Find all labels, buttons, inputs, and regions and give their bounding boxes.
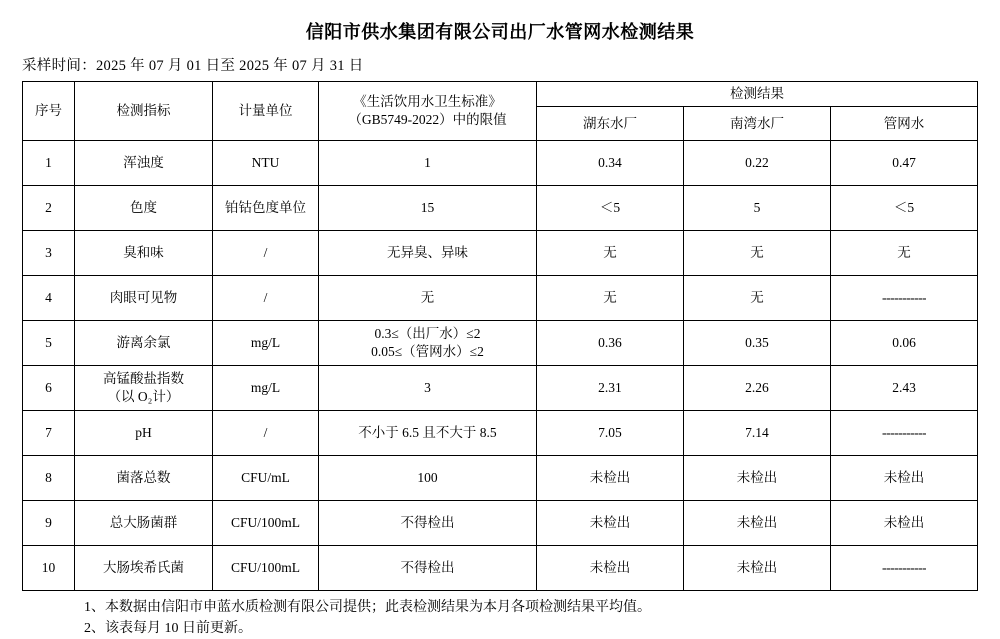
cell-limit: 15 <box>318 186 536 231</box>
cell-result-nanwan: 未检出 <box>683 456 830 501</box>
table-row <box>22 411 977 456</box>
table-header <box>22 82 977 141</box>
cell-result-pipe: ----------- <box>830 411 977 456</box>
cell-result-pipe: ＜5 <box>830 186 977 231</box>
cell-no: 6 <box>22 366 74 411</box>
cell-index: 浑浊度 <box>74 141 212 186</box>
cell-limit: 100 <box>318 456 536 501</box>
cell-unit: CFU/100mL <box>212 546 318 591</box>
cell-result-pipe: 0.06 <box>830 321 977 366</box>
column-header-limit <box>318 82 536 141</box>
cell-unit: NTU <box>212 141 318 186</box>
table-row <box>22 141 977 186</box>
column-header-results-group: 检测结果 <box>536 82 977 107</box>
cell-result-hudong: ＜5 <box>536 186 683 231</box>
cell-no: 4 <box>22 276 74 321</box>
cell-index: 大肠埃希氏菌 <box>74 546 212 591</box>
cell-result-nanwan: 未检出 <box>683 546 830 591</box>
cell-result-hudong: 7.05 <box>536 411 683 456</box>
cell-unit: CFU/100mL <box>212 501 318 546</box>
page-title: 信阳市供水集团有限公司出厂水管网水检测结果 <box>305 22 695 42</box>
limit-header-line1: 《生活饮用水卫生标准》 <box>353 93 502 109</box>
cell-result-nanwan: 未检出 <box>683 501 830 546</box>
cell-unit: mg/L <box>212 321 318 366</box>
table-row <box>22 546 977 591</box>
table-row <box>22 186 977 231</box>
cell-no: 3 <box>22 231 74 276</box>
footnote-2: 2、该表每月 10 日前更新。 <box>84 621 252 636</box>
limit-header-line2: （GB5749-2022）中的限值 <box>348 112 507 127</box>
cell-no: 9 <box>22 501 74 546</box>
cell-index: 色度 <box>74 186 212 231</box>
table-row <box>22 366 977 411</box>
cell-result-nanwan: 无 <box>683 276 830 321</box>
cell-result-nanwan: 0.35 <box>683 321 830 366</box>
cell-result-pipe: ----------- <box>830 276 977 321</box>
cell-unit: mg/L <box>212 366 318 411</box>
cell-index: 菌落总数 <box>74 456 212 501</box>
cell-limit <box>318 321 536 366</box>
table-row <box>22 321 977 366</box>
cell-result-hudong: 0.34 <box>536 141 683 186</box>
cell-unit: / <box>212 276 318 321</box>
cell-result-pipe: 未检出 <box>830 501 977 546</box>
cell-limit: 无 <box>318 276 536 321</box>
cell-no: 2 <box>22 186 74 231</box>
cell-result-hudong: 未检出 <box>536 456 683 501</box>
cell-result-hudong: 未检出 <box>536 501 683 546</box>
cell-no: 10 <box>22 546 74 591</box>
footnote-1: 1、本数据由信阳市申蓝水质检测有限公司提供；此表检测结果为本月各项检测结果平均值。 <box>84 600 651 615</box>
cell-index: 臭和味 <box>74 231 212 276</box>
column-header-unit: 计量单位 <box>212 82 318 141</box>
cell-result-nanwan: 5 <box>683 186 830 231</box>
cell-limit: 无异臭、异味 <box>318 231 536 276</box>
table-row <box>22 456 977 501</box>
cell-no: 7 <box>22 411 74 456</box>
table-body <box>22 141 977 591</box>
cell-result-nanwan: 7.14 <box>683 411 830 456</box>
cell-index: 肉眼可见物 <box>74 276 212 321</box>
cell-unit: / <box>212 231 318 276</box>
cell-result-nanwan: 无 <box>683 231 830 276</box>
table-row <box>22 276 977 321</box>
cell-result-pipe: 未检出 <box>830 456 977 501</box>
cell-limit: 不得检出 <box>318 501 536 546</box>
cell-index <box>74 366 212 411</box>
cell-limit-line1: 0.3≤（出厂水）≤2 <box>374 325 481 341</box>
water-quality-table <box>22 81 978 591</box>
cell-index-line1: 高锰酸盐指数 <box>102 370 184 386</box>
cell-result-pipe: 0.47 <box>830 141 977 186</box>
cell-result-pipe: ----------- <box>830 546 977 591</box>
cell-no: 1 <box>22 141 74 186</box>
cell-result-hudong: 无 <box>536 231 683 276</box>
column-header-plant-hudong: 湖东水厂 <box>536 107 683 141</box>
column-header-plant-nanwan: 南湾水厂 <box>683 107 830 141</box>
cell-unit: / <box>212 411 318 456</box>
cell-index-line2: （以 O₂计） <box>107 389 180 404</box>
footnotes <box>22 591 978 639</box>
cell-unit: 铂钴色度单位 <box>212 186 318 231</box>
table-row <box>22 501 977 546</box>
cell-result-pipe: 无 <box>830 231 977 276</box>
table-row <box>22 231 977 276</box>
cell-no: 8 <box>22 456 74 501</box>
cell-no: 5 <box>22 321 74 366</box>
cell-limit: 3 <box>318 366 536 411</box>
cell-result-nanwan: 2.26 <box>683 366 830 411</box>
cell-result-hudong: 无 <box>536 276 683 321</box>
cell-index: pH <box>74 411 212 456</box>
cell-result-hudong: 2.31 <box>536 366 683 411</box>
cell-limit-line2: 0.05≤（管网水）≤2 <box>371 344 484 359</box>
column-header-pipe-network: 管网水 <box>830 107 977 141</box>
cell-limit: 不小于 6.5 且不大于 8.5 <box>318 411 536 456</box>
cell-index: 游离余氯 <box>74 321 212 366</box>
cell-unit: CFU/mL <box>212 456 318 501</box>
cell-limit: 1 <box>318 141 536 186</box>
cell-limit: 不得检出 <box>318 546 536 591</box>
cell-result-hudong: 0.36 <box>536 321 683 366</box>
cell-result-pipe: 2.43 <box>830 366 977 411</box>
sampling-period: 采样时间：2025 年 07 月 01 日至 2025 年 07 月 31 日 <box>22 58 364 74</box>
cell-index: 总大肠菌群 <box>74 501 212 546</box>
column-header-no: 序号 <box>22 82 74 141</box>
column-header-index: 检测指标 <box>74 82 212 141</box>
cell-result-nanwan: 0.22 <box>683 141 830 186</box>
cell-result-hudong: 未检出 <box>536 546 683 591</box>
